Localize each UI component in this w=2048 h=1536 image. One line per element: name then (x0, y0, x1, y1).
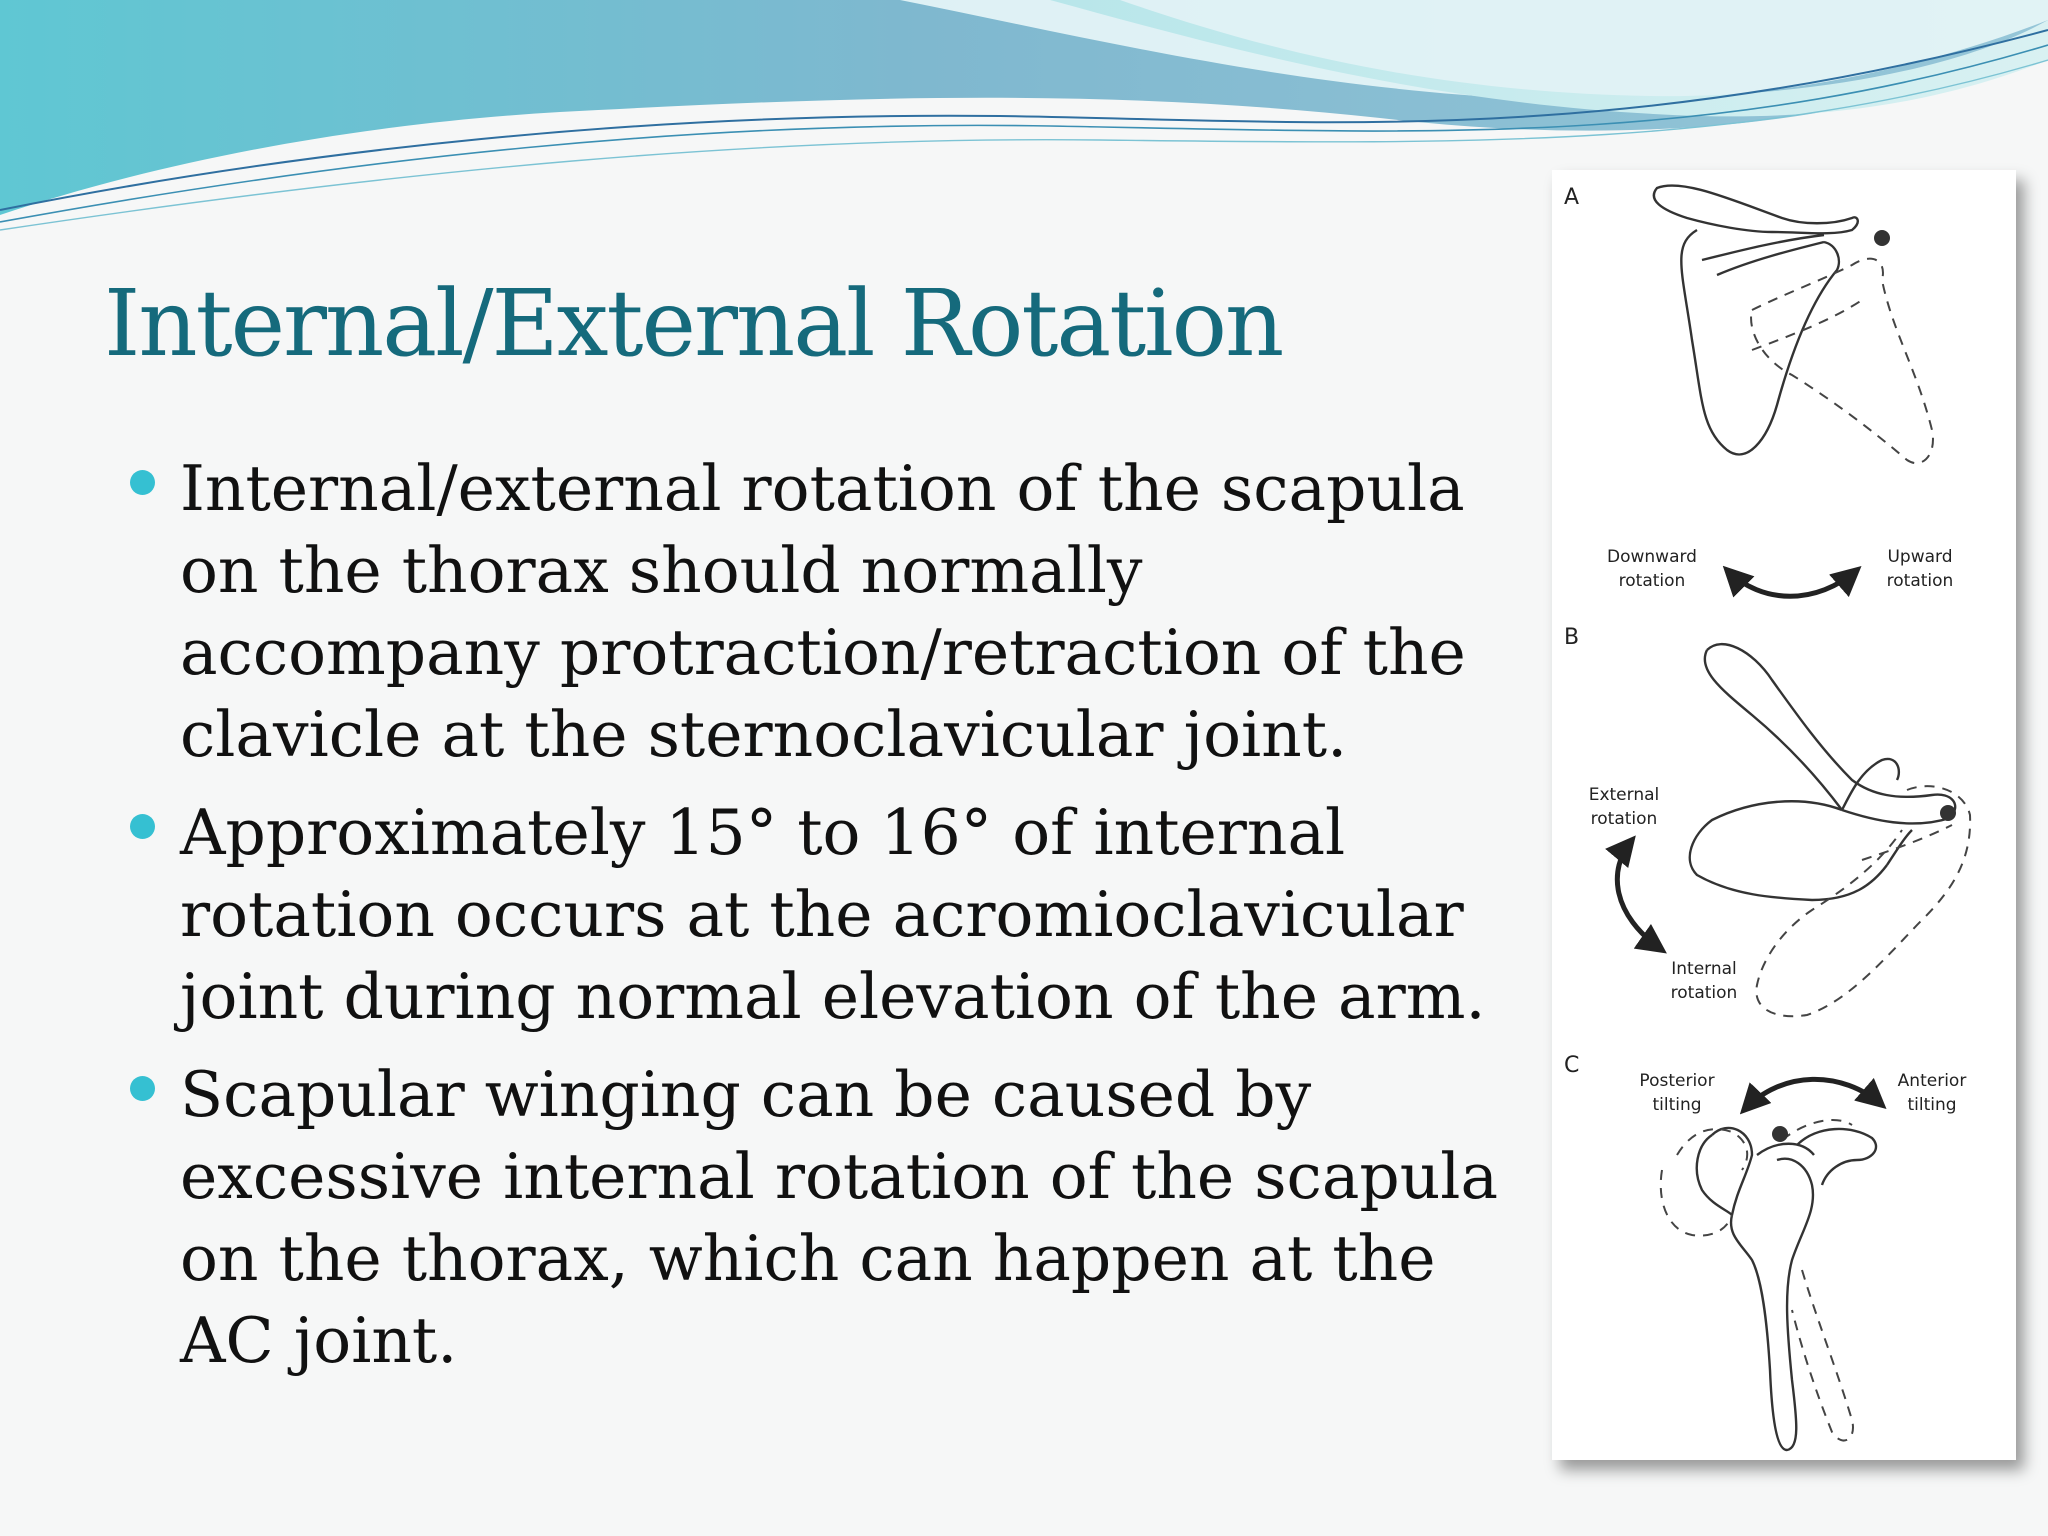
panel-a-rotated-outline (1751, 259, 1933, 463)
panel-b-scapula-drawing (1690, 644, 1955, 900)
bullet-dot-icon (130, 814, 155, 839)
scapula-diagram (1552, 170, 2016, 1460)
panel-a-letter: A (1564, 185, 1580, 210)
panel-c-tilting-arrow-icon (1744, 1079, 1882, 1110)
bullet-text: Internal/external rotation of the scapula on the thorax should normally accompany protraction/retraction of the clavicle at the sternoclavicular joint. (180, 452, 1466, 771)
bullet-item (130, 448, 1520, 776)
bullet-item (130, 1054, 1520, 1382)
panel-b-top-label-line2: rotation (1590, 809, 1658, 829)
panel-c-right-label-line2: tilting (1907, 1095, 1957, 1115)
bullet-text: Approximately 15° to 16° of internal rotation occurs at the acromioclavicular joint during normal elevation of the arm. (180, 796, 1486, 1033)
panel-a-pivot-dot (1874, 230, 1890, 246)
bullet-text: Scapular winging can be caused by excessive internal rotation of the scapula on the thorax, which can happen at the AC joint. (180, 1058, 1499, 1377)
bullet-dot-icon (130, 1076, 155, 1101)
bullet-dot-icon (130, 470, 155, 495)
bullet-item (130, 792, 1520, 1038)
panel-c-scapula-drawing (1697, 1128, 1876, 1450)
bullet-list (130, 448, 1520, 1398)
panel-b-top-label-line1: External (1588, 785, 1660, 805)
panel-b-letter: B (1564, 625, 1580, 650)
panel-a-left-label-line2: rotation (1618, 571, 1686, 591)
panel-c-left-label-line2: tilting (1652, 1095, 1702, 1115)
panel-b-bottom-label-line1: Internal (1671, 959, 1737, 979)
panel-a-rotation-arrow-icon (1727, 570, 1857, 596)
panel-c-pivot-dot (1772, 1126, 1788, 1142)
slide-title: Internal/External Rotation (104, 270, 1283, 377)
panel-c-right-label-line1: Anterior (1897, 1071, 1967, 1091)
panel-b-bottom-label-line2: rotation (1670, 983, 1738, 1003)
panel-c-tilted-outline (1661, 1120, 1853, 1441)
panel-c-left-label-line1: Posterior (1639, 1071, 1715, 1091)
panel-a-left-label-line1: Downward (1607, 547, 1697, 567)
scapula-rotation-figure (1552, 170, 2016, 1460)
panel-a-right-label-line2: rotation (1886, 571, 1954, 591)
panel-a-right-label-line1: Upward (1887, 547, 1953, 567)
panel-c-letter: C (1564, 1053, 1580, 1078)
panel-b-rotation-arrow-icon (1617, 840, 1662, 950)
panel-b-pivot-dot (1940, 805, 1956, 821)
